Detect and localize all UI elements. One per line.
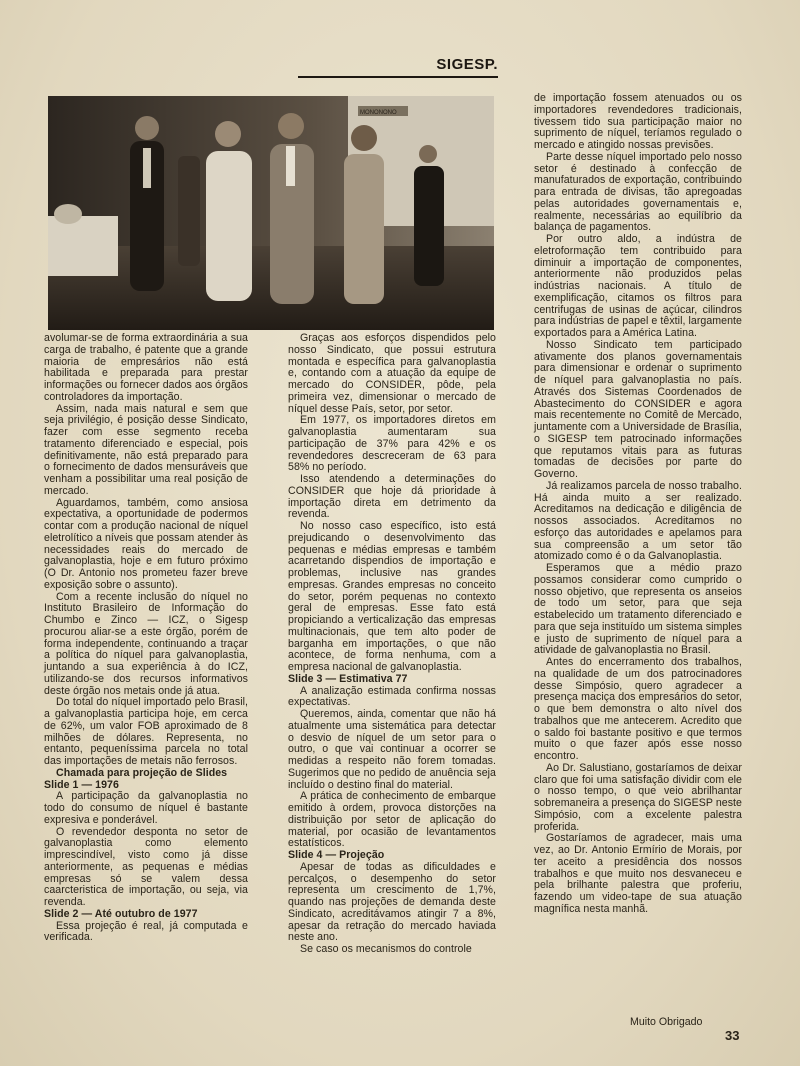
page-header — [298, 56, 498, 78]
paragraph: Assim, nada mais natural e sem que seja privilégio, é posição desse Sindicato, fazer com esse segmento receba tratamento diferenciado e especial, pois definitivamente, não está preparado para o fornecimento de dados mensuráveis que venham a possibilitar uma real posição de mercado. — [44, 402, 248, 497]
paragraph: Esperamos que a médio prazo possamos considerar como cumprido o nosso objetivo, que representa os anseios de todo um setor, para que seja estabelecido um tratamento diferenciado e para que seja instituído um sistema simples e justo de suprimento de níquel para a atividade de galvanoplastia no Brasil. — [534, 562, 742, 657]
photo-illustration — [48, 96, 494, 330]
event-photo — [48, 96, 494, 330]
paragraph: Do total do níquel importado pelo Brasil, a galvanoplastia participa hoje, em cerca de 62%, um valor FOB aproximado de 8 milhões de dólares. Representa, no entanto, pequeníssima parcela no total das importações de metais não ferrosos. — [44, 696, 248, 767]
paragraph: Ao Dr. Salustiano, gostaríamos de deixar claro que foi uma satisfação dividir com ele o nosso tempo, o que veio abrilhantar sobremaneira a presença do SIGESP neste Simpósio, com a excelente palestra proferida. — [534, 761, 742, 833]
paragraph: Apesar de todas as dificuldades e percalços, o desempenho do setor representa um crescimento de 1,7%, quando nas projeções de demanda deste Sindicato, acreditávamos atingir 7 a 8%, apesar da retração do mercado haviada neste ano. — [288, 860, 496, 944]
paragraph: Aguardamos, também, como ansiosa expectativa, a oportunidade de podermos contar com a produção nacional de níquel eletrolítico a níveis que possam atender às necessidades reais do mercado de galvanoplastia, hoje e em futuro próximo (O Dr. Antonio nos prometeu fazer breve exposição sobre o assunto). — [44, 496, 248, 591]
paragraph: A participação da galvanoplastia no todo do consumo de níquel é bastante expresiva e ponderável. — [44, 790, 248, 826]
header-title: SIGESP. — [436, 56, 498, 73]
page-number: 33 — [725, 1028, 740, 1043]
paragraph: Queremos, ainda, comentar que não há atualmente uma sistemática para detectar o desvio de níquel de um setor para o outro, o que vai continuar a ocorrer se medidas a respeito não forem tomadas. Sugerimos que no pedido de anuência seja incluído o destino final do material. — [288, 708, 496, 791]
paragraph: Graças aos esforços dispendidos pelo nosso Sindicato, que possui estrutura montada e específica para galvanoplastia e, contando com a atuação da equipe de mercado do CONSIDER, pôde, pela primeira vez, dimensionar o mercado de níquel desse País, setor, por setor. — [288, 332, 496, 415]
slide-heading: Slide 4 — Projeção — [288, 849, 385, 861]
paragraph: Isso atendendo a determinações do CONSIDER que hoje dá prioridade à importação direta em detrimento da revenda. — [288, 473, 496, 521]
paragraph: O revendedor desponta no setor de galvanoplastia como elemento imprescindível, visto como já disse anteriormente, as pequenas e médias empresas só se valem dessa caarcteristica de importação, ou seja, via revenda. — [44, 825, 248, 908]
paragraph: No nosso caso específico, isto está prejudicando o desenvolvimento das pequenas e médias empresas e também acarretando dispendios de importação e problemas, inclusive nas grandes empresas. Grandes empresas no conceito do setor, porém pequenas no contexto geral de empresas. Esse fato está propiciando a verticalização das empresas multinacionais, que tem alto poder de barganha em importações, o que não acontece, de forma nenhuma, com a empresa nacional de galvanoplastia. — [288, 520, 496, 673]
paragraph: Já realizamos parcela de nosso trabalho. Há ainda muito a ser realizado. Acreditamos na dedicação e diligência de nossos associados. Acreditamos no esforço das autoridades e apelamos para sua compreensão a um setor tão atomizado como é o da Galvanoplastia. — [534, 479, 742, 563]
signoff: Muito Obrigado — [630, 1016, 703, 1028]
paragraph: Antes do encerramento dos trabalhos, na qualidade de um dos patrocinadores desse Simpósio, quero agradecer a presença maciça dos empresários do setor, o que bem demonstra o alto nível dos trabalhos que me antecerem. Acredito que o saldo foi bastante positivo e que termos muito o que fazer após esse nosso encontro. — [534, 656, 742, 762]
paragraph: Com a recente inclusão do níquel no Instituto Brasileiro de Informação do Chumbo e Zinco — ICZ, o Sigesp procurou aliar-se a este órgão, porém de forma independente, continuando a traçar a política do níquel para galvanoplastia, juntando a sua experiência à do ICZ, utilizando-se dos recursos informativos deste órgão nos metais onde já atua. — [44, 590, 248, 697]
slide-heading: Slide 3 — Estimativa 77 — [288, 672, 408, 685]
paragraph: Por outro aldo, a indústra de eletroformação tem contribuido para diminuir a importação de componentes, anteriormente não produzidos pelas indústrias nacionais. A título de exemplificação, citamos os filtros para centrifugas de usinas de açúcar, cilindros para indústrias de papel e têxtil, largamente exportados para a América Latina. — [534, 233, 742, 339]
slide-heading: Slide 2 — Até outubro de 1977 — [44, 907, 198, 920]
photo-sign: MONONONO — [360, 110, 397, 116]
section-heading: Chamada para projeção de Slides — [56, 766, 228, 779]
paragraph: Essa projeção é real, já computada e verificada. — [44, 919, 248, 944]
paragraph: A prática de conhecimento de embarque emitido à ordem, provoca distorções na distribuição por setor de aplicação do material, por ocasião de levantamentos estatísticos. — [288, 790, 496, 850]
paragraph: Gostaríamos de agradecer, mais uma vez, ao Dr. Antonio Ermírio de Morais, por ter aceito a presidência dos nossos trabalhos e que muito nos desvaneceu e pela brilhante palestra que proferiu, fazendo um video-tape de sua atuação magnífica nesta manhã. — [534, 832, 742, 915]
paragraph: A analização estimada confirma nossas expectativas. — [288, 684, 496, 709]
paragraph: avolumar-se de forma extraordinária a sua carga de trabalho, é patente que a grande maioria de empresários não está habilitada e preparada para prestar informações ou fornecer dados aos órgãos controladores da importação. — [44, 332, 248, 403]
column-3 — [534, 93, 742, 916]
header-rule — [298, 76, 498, 78]
slide-heading: Slide 1 — 1976 — [44, 778, 119, 791]
paragraph: Se caso os mecanismos do controle — [300, 943, 472, 955]
paragraph: Em 1977, os importadores diretos em galvanoplastia aumentaram sua participação de 37% para 42% e os revendedores descreceram de 63 para 58% no período. — [288, 414, 496, 474]
column-1 — [44, 333, 248, 944]
paragraph: Nosso Sindicato tem participado ativamente dos planos governamentais para dimensionar e ordenar o suprimento de níquel para galvanoplastia no país. Através dos Sistemas Coordenados de Abastecimento do CONSIDER e agora mais recentemente no Comitê de Mercado, juntamente com a Universidade de Brasília, o SIGESP tem patrocinado informações que reputamos vitais para as futuras tomadas de decisões por parte do Governo. — [534, 338, 742, 480]
paragraph: Parte desse níquel importado pelo nosso setor é destinado à confecção de manufaturados de exportação, contribuindo para entrada de divisas, tão apregoadas pelas autoridades governamentais e, realmente, necessárias ao equilíbrio da balança de pagamentos. — [534, 150, 742, 234]
paragraph: de importação fossem atenuados ou os importadores revendedores tradicionais, tivessem tido sua participação maior no suprimento de níquel, teríamos regulado o mercado e atingido nossas previsões. — [534, 92, 742, 151]
column-2 — [288, 333, 496, 956]
